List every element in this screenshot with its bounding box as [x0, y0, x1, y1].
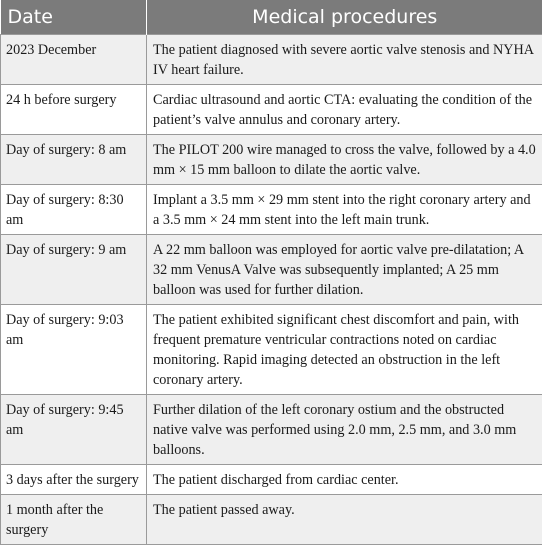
date-text: 2023 December	[6, 40, 140, 60]
date-text: Day of surgery: 9:45 am	[6, 400, 140, 440]
table-row	[1, 234, 542, 304]
procedure-cell	[147, 304, 542, 394]
procedure-text: The patient passed away.	[153, 500, 536, 520]
date-cell	[1, 34, 147, 84]
date-cell	[1, 494, 147, 544]
date-cell	[1, 134, 147, 184]
table-row	[1, 84, 542, 134]
procedure-cell	[147, 84, 542, 134]
table-row	[1, 304, 542, 394]
procedure-cell	[147, 394, 542, 464]
procedure-text: The patient exhibited significant chest discomfort and pain, with frequent premature ventricular contractions noted on cardiac monitoring. Rapid imaging detected an obstruction in the left coronary artery.	[153, 310, 536, 390]
table-row	[1, 34, 542, 84]
procedure-cell	[147, 134, 542, 184]
procedure-text: Further dilation of the left coronary ostium and the obstructed native valve was performed using 2.0 mm, 2.5 mm, and 3.0 mm balloons.	[153, 400, 536, 460]
date-text: 3 days after the surgery	[6, 470, 140, 490]
procedure-cell	[147, 494, 542, 544]
table-row	[1, 394, 542, 464]
date-text: Day of surgery: 8 am	[6, 140, 140, 160]
date-text: 24 h before surgery	[6, 90, 140, 110]
date-text: Day of surgery: 8:30 am	[6, 190, 140, 230]
procedure-cell	[147, 184, 542, 234]
table-row	[1, 184, 542, 234]
table-row	[1, 134, 542, 184]
header-row	[1, 0, 542, 34]
procedure-text: The PILOT 200 wire managed to cross the valve, followed by a 4.0 mm × 15 mm balloon to dilate the aortic valve.	[153, 140, 536, 180]
procedure-cell	[147, 464, 542, 494]
procedure-text: The patient discharged from cardiac center.	[153, 470, 536, 490]
table-header	[1, 0, 542, 34]
procedure-text: The patient diagnosed with severe aortic valve stenosis and NYHA IV heart failure.	[153, 40, 536, 80]
procedure-text: Implant a 3.5 mm × 29 mm stent into the right coronary artery and a 3.5 mm × 24 mm stent into the left main trunk.	[153, 190, 536, 230]
date-text: Day of surgery: 9 am	[6, 240, 140, 260]
procedure-text: Cardiac ultrasound and aortic CTA: evaluating the condition of the patient’s valve annulus and coronary artery.	[153, 90, 536, 130]
column-header-date: Date	[1, 0, 147, 34]
date-cell	[1, 394, 147, 464]
date-cell	[1, 304, 147, 394]
date-cell	[1, 234, 147, 304]
column-header-procedures: Medical procedures	[147, 0, 542, 34]
table-row	[1, 494, 542, 544]
procedure-cell	[147, 234, 542, 304]
table-row	[1, 464, 542, 494]
table-body	[1, 34, 542, 544]
date-cell	[1, 464, 147, 494]
date-cell	[1, 184, 147, 234]
date-cell	[1, 84, 147, 134]
procedure-text: A 22 mm balloon was employed for aortic valve pre-dilatation; A 32 mm VenusA Valve was subsequently implanted; A 25 mm balloon was used for further dilation.	[153, 240, 536, 300]
date-text: Day of surgery: 9:03 am	[6, 310, 140, 350]
procedure-cell	[147, 34, 542, 84]
date-text: 1 month after the surgery	[6, 500, 140, 540]
